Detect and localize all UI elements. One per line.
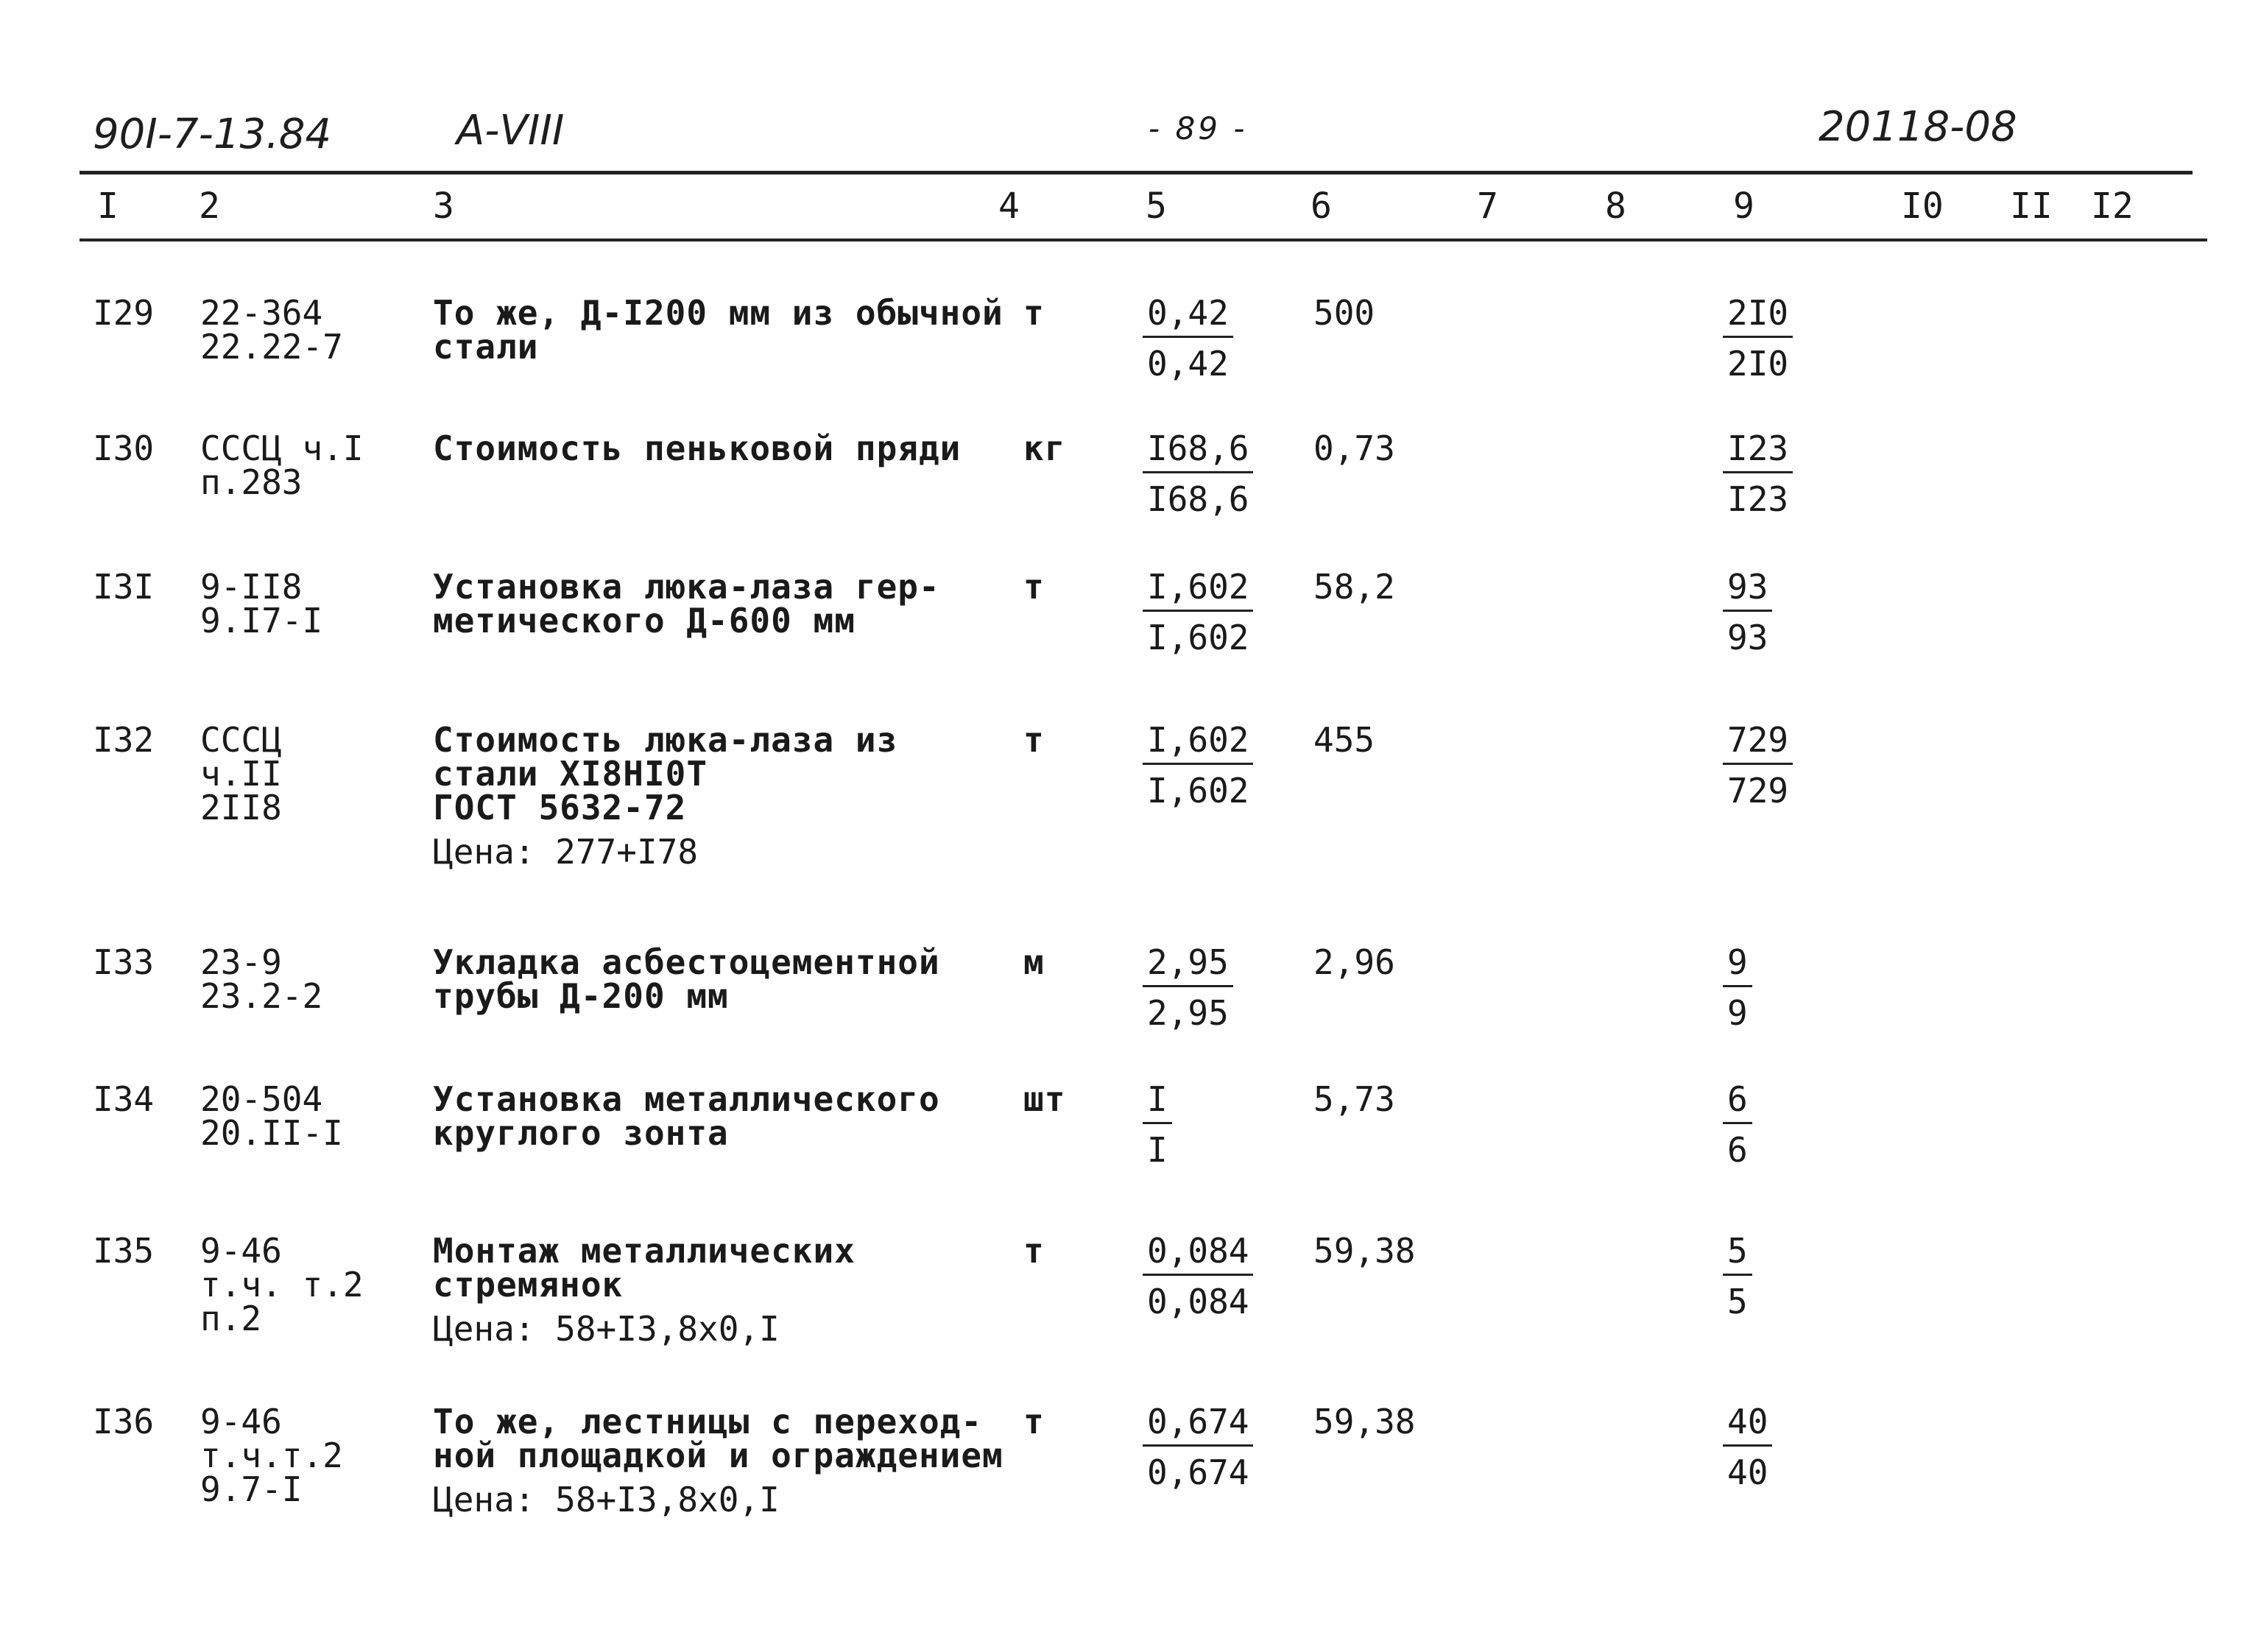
quantity-fraction — [1143, 942, 1233, 1033]
column-header-4: 4 — [998, 186, 1020, 227]
quantity-bottom: 0,674 — [1147, 1452, 1249, 1492]
quantity-top: 2,95 — [1143, 945, 1233, 987]
norm-reference-line: 22-364 — [200, 293, 323, 333]
work-description-line: ной площадкой и ограждением — [433, 1436, 1003, 1475]
work-description-line: Стоимость пеньковой пряди — [433, 428, 962, 468]
quantity-fraction — [1143, 1402, 1253, 1492]
page-number: - 89 - — [1149, 110, 1248, 147]
row-number: I33 — [93, 942, 155, 982]
header-bottom-rule — [80, 239, 2207, 241]
row-number: I29 — [93, 293, 155, 333]
total-top: 729 — [1723, 723, 1793, 765]
unit-cost: 500 — [1313, 293, 1375, 333]
work-description-line: То же, Д-I200 мм из обычной — [433, 293, 1003, 333]
price-note: Цена: 58+I3,8x0,I — [433, 1309, 780, 1349]
work-description-line: стремянок — [433, 1265, 624, 1305]
total-fraction — [1723, 720, 1793, 811]
norm-reference-line: т.ч.т.2 — [200, 1436, 343, 1475]
work-description-line: стали XI8HI0T — [433, 754, 708, 794]
work-description — [433, 428, 962, 468]
work-description-line: То же, лестницы с переход- — [433, 1402, 983, 1441]
work-description-line: Стоимость люка-лаза из — [433, 720, 898, 760]
work-description-line: Укладка асбестоцементной — [433, 942, 940, 982]
quantity-top: 0,084 — [1143, 1234, 1253, 1276]
row-number: I32 — [93, 720, 155, 760]
column-header-5: 5 — [1146, 186, 1167, 227]
total-fraction — [1723, 293, 1793, 384]
quantity-top: 0,42 — [1143, 296, 1233, 338]
quantity-fraction — [1143, 1079, 1172, 1170]
norm-reference-line: 9-46 — [200, 1402, 282, 1441]
total-bottom: 5 — [1727, 1282, 1748, 1321]
norm-reference-line: 9.7-I — [200, 1469, 303, 1509]
norm-reference-line: 23.2-2 — [200, 976, 323, 1016]
price-note: Цена: 277+I78 — [433, 832, 699, 872]
norm-reference-line: СССЦ ч.I — [200, 428, 364, 468]
work-description-line: круглого зонта — [433, 1113, 729, 1153]
work-description — [433, 720, 898, 872]
unit-cost: 455 — [1313, 720, 1375, 760]
total-fraction — [1723, 567, 1772, 657]
quantity-top: I,602 — [1143, 570, 1253, 612]
total-top: 93 — [1723, 570, 1772, 612]
total-bottom: 729 — [1727, 771, 1789, 811]
norm-reference — [200, 1402, 343, 1509]
norm-reference-line: 9-II8 — [200, 567, 303, 607]
quantity-fraction — [1143, 1231, 1253, 1321]
norm-reference-line: 20-504 — [200, 1079, 323, 1119]
work-description — [433, 293, 1003, 367]
quantity-fraction — [1143, 428, 1253, 519]
row-number: I36 — [93, 1402, 155, 1441]
work-description — [433, 567, 940, 640]
unit-of-measure: м — [1023, 942, 1045, 982]
quantity-bottom: 2,95 — [1147, 993, 1229, 1033]
column-header-8: 8 — [1605, 186, 1626, 227]
norm-reference-line: 9.I7-I — [200, 601, 323, 640]
total-bottom: I23 — [1727, 479, 1789, 519]
unit-cost: 5,73 — [1313, 1079, 1395, 1119]
norm-reference — [200, 942, 323, 1016]
unit-cost: 2,96 — [1313, 942, 1395, 982]
total-fraction — [1723, 1231, 1752, 1321]
total-bottom: 6 — [1727, 1130, 1748, 1170]
total-bottom: 40 — [1727, 1452, 1768, 1492]
norm-reference-line: п.283 — [200, 462, 303, 502]
norm-reference-line: 22.22-7 — [200, 327, 343, 367]
unit-of-measure: т — [1023, 1402, 1045, 1441]
total-fraction — [1723, 1402, 1772, 1492]
norm-reference — [200, 1231, 364, 1338]
total-top: 6 — [1723, 1082, 1752, 1124]
quantity-bottom: I — [1147, 1130, 1168, 1170]
work-description-line: метического Д-600 мм — [433, 601, 856, 640]
column-header-6: 6 — [1311, 186, 1332, 227]
column-header-12: I2 — [2091, 186, 2134, 227]
quantity-bottom: I,602 — [1147, 618, 1249, 657]
price-note: Цена: 58+I3,8x0,I — [433, 1480, 780, 1519]
total-top: 2I0 — [1723, 296, 1793, 338]
unit-of-measure: т — [1023, 293, 1045, 333]
norm-reference — [200, 720, 282, 827]
quantity-top: I — [1143, 1082, 1172, 1124]
quantity-top: I68,6 — [1143, 431, 1253, 473]
total-top: I23 — [1723, 431, 1793, 473]
row-number: I3I — [93, 567, 155, 607]
norm-reference-line: 20.II-I — [200, 1113, 343, 1153]
unit-of-measure: т — [1023, 1231, 1045, 1271]
quantity-fraction — [1143, 293, 1233, 384]
norm-reference — [200, 567, 323, 640]
total-fraction — [1723, 942, 1752, 1033]
quantity-top: I,602 — [1143, 723, 1253, 765]
sheet-code: 20118-08 — [1819, 103, 2017, 151]
norm-reference-line: СССЦ — [200, 720, 282, 760]
unit-cost: 0,73 — [1313, 428, 1395, 468]
unit-cost: 59,38 — [1313, 1231, 1416, 1271]
row-number: I30 — [93, 428, 155, 468]
unit-of-measure: шт — [1023, 1079, 1066, 1119]
unit-of-measure: т — [1023, 567, 1045, 607]
column-header-7: 7 — [1477, 186, 1498, 227]
column-header-9: 9 — [1733, 186, 1754, 227]
quantity-fraction — [1143, 720, 1253, 811]
total-fraction — [1723, 1079, 1752, 1170]
total-top: 9 — [1723, 945, 1752, 987]
column-header-1: I — [97, 186, 119, 227]
work-description-line: Установка металлического — [433, 1079, 940, 1119]
row-number: I35 — [93, 1231, 155, 1271]
column-header-2: 2 — [199, 186, 220, 227]
work-description — [433, 1402, 1003, 1519]
unit-of-measure: т — [1023, 720, 1045, 760]
doc-code: 90I-7-13.84 — [93, 110, 332, 158]
header-top-rule — [80, 171, 2193, 174]
quantity-top: 0,674 — [1143, 1405, 1253, 1447]
norm-reference-line: ч.II — [200, 754, 282, 794]
quantity-fraction — [1143, 567, 1253, 657]
total-top: 40 — [1723, 1405, 1772, 1447]
quantity-bottom: 0,084 — [1147, 1282, 1249, 1321]
norm-reference — [200, 1079, 343, 1153]
work-description-line: Монтаж металлических — [433, 1231, 856, 1271]
row-number: I34 — [93, 1079, 155, 1119]
norm-reference-line: п.2 — [200, 1299, 262, 1338]
total-bottom: 2I0 — [1727, 344, 1789, 384]
work-description — [433, 942, 940, 1016]
work-description-line: ГОСТ 5632-72 — [433, 788, 687, 827]
unit-cost: 58,2 — [1313, 567, 1395, 607]
work-description-line: Установка люка-лаза гер- — [433, 567, 940, 607]
work-description-line: трубы Д-200 мм — [433, 976, 729, 1016]
total-bottom: 93 — [1727, 618, 1768, 657]
norm-reference-line: 2II8 — [200, 788, 282, 827]
column-header-10: I0 — [1901, 186, 1944, 227]
unit-of-measure: кг — [1023, 428, 1066, 468]
total-fraction — [1723, 428, 1793, 519]
norm-reference-line: 23-9 — [200, 942, 282, 982]
norm-reference — [200, 428, 364, 502]
column-header-3: 3 — [433, 186, 454, 227]
work-description — [433, 1079, 940, 1153]
norm-reference — [200, 293, 343, 367]
total-top: 5 — [1723, 1234, 1752, 1276]
work-description-line: стали — [433, 327, 539, 367]
norm-reference-line: 9-46 — [200, 1231, 282, 1271]
norm-reference-line: т.ч. т.2 — [200, 1265, 364, 1305]
album-label: А-VIII — [456, 107, 565, 155]
quantity-bottom: I,602 — [1147, 771, 1249, 811]
unit-cost: 59,38 — [1313, 1402, 1416, 1441]
quantity-bottom: I68,6 — [1147, 479, 1249, 519]
quantity-bottom: 0,42 — [1147, 344, 1229, 384]
total-bottom: 9 — [1727, 993, 1748, 1033]
column-header-11: II — [2010, 186, 2053, 227]
work-description — [433, 1231, 856, 1349]
